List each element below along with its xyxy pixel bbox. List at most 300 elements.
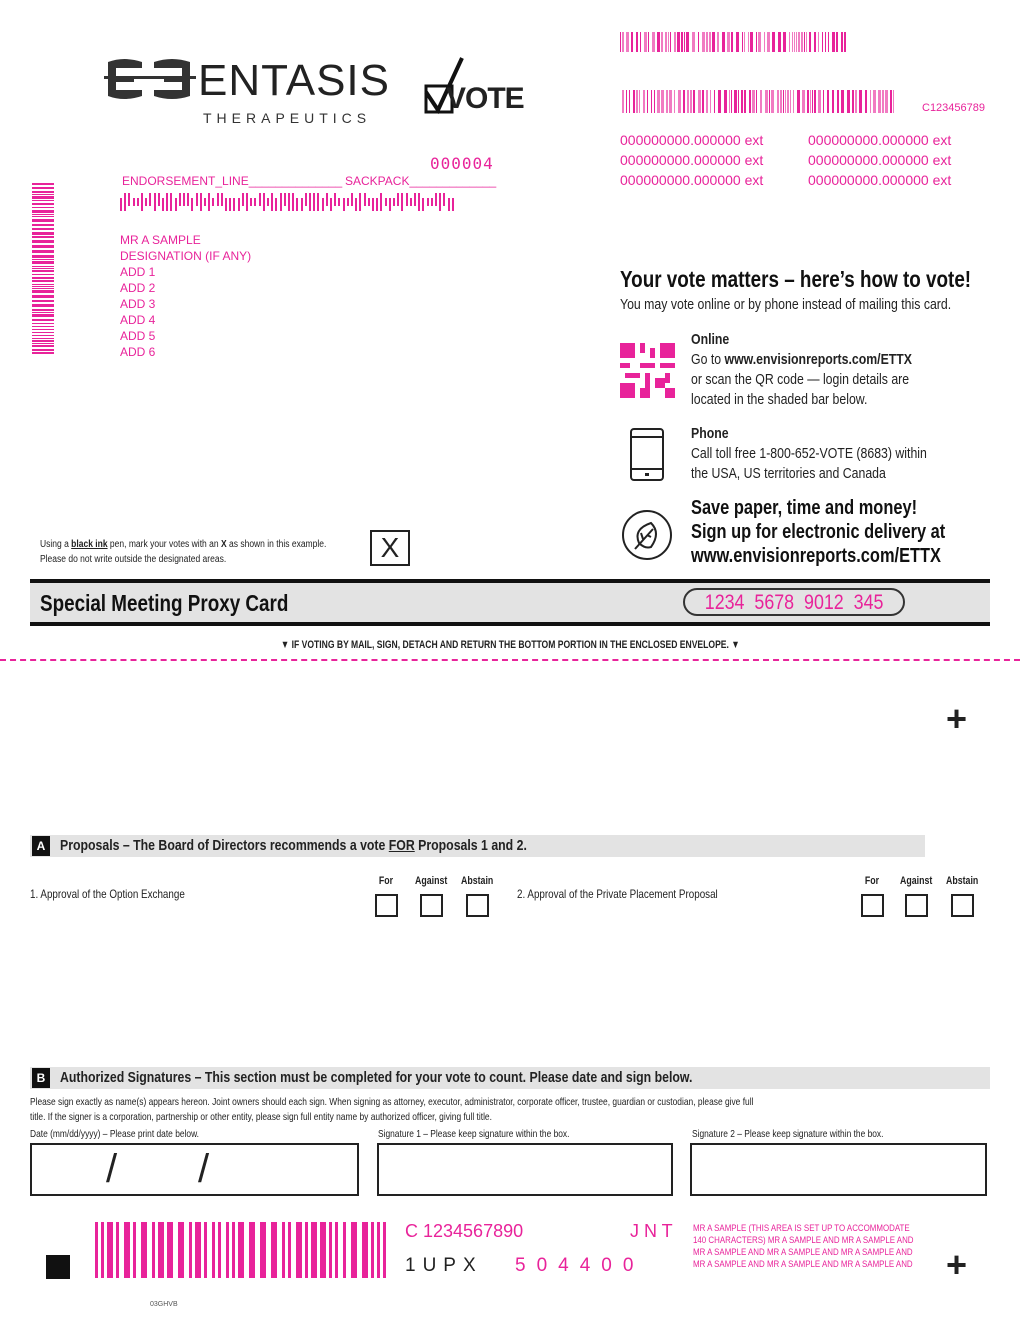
barcode-bar [32, 214, 54, 215]
barcode-bar [644, 32, 647, 52]
barcode-bar [32, 345, 54, 347]
p2-abstain-label: Abstain [946, 875, 979, 887]
section-b-letter: B [32, 1068, 50, 1088]
barcode-bar [765, 90, 768, 113]
barcode-bar [32, 240, 54, 243]
barcode-bar [692, 32, 695, 52]
barcode-bar [841, 90, 844, 113]
barcode-bar [844, 32, 846, 52]
barcode-bar [225, 198, 227, 211]
instr-black-ink: black ink [71, 539, 108, 550]
barcode-bar [178, 1222, 184, 1278]
barcode-bar [827, 90, 829, 113]
barcode-bar [731, 32, 733, 52]
barcode-bar [32, 236, 54, 238]
barcode-bar [32, 259, 54, 260]
barcode-bar [443, 193, 445, 206]
barcode-bar [678, 90, 681, 113]
barcode-bar [631, 32, 633, 52]
barcode-bar [32, 228, 54, 230]
barcode-bar [149, 193, 151, 206]
p2-for-label: For [864, 875, 880, 887]
name-line: MR A SAMPLE AND MR A SAMPLE AND MR A SAMPLE AND [693, 1247, 913, 1257]
barcode-bar [317, 193, 319, 211]
barcode-bar [626, 90, 627, 113]
p1-abstain-checkbox[interactable] [466, 894, 489, 917]
barcode-bar [32, 300, 54, 302]
howto-subtitle: You may vote online or by phone instead of mailing this card. [620, 296, 952, 313]
barcode-bar [742, 32, 743, 52]
barcode-bar [792, 32, 793, 52]
barcode-bar [32, 250, 54, 253]
ext-line: 000000000.000000 ext [808, 152, 952, 168]
barcode-bar [218, 1222, 221, 1278]
howto-title: Your vote matters – here’s how to vote! [620, 266, 972, 292]
barcode-bar [724, 90, 727, 113]
barcode-bar [748, 32, 749, 52]
vote-logo-text: VOTE [446, 82, 524, 115]
barcode-bar [32, 338, 54, 339]
barcode-bar [250, 198, 252, 206]
barcode-bar [758, 32, 761, 52]
barcode-bar [124, 1222, 130, 1278]
barcode-bar [393, 198, 395, 206]
instr-text: Using a [40, 539, 72, 550]
instr-text: pen, mark your votes with an [107, 539, 221, 550]
barcode-bar [629, 90, 630, 113]
date-separator: / [106, 1147, 118, 1191]
endorsement-line: ENDORSEMENT_LINE______________ [122, 174, 343, 188]
p1-for-label: For [378, 875, 394, 887]
barcode-bar [32, 210, 54, 213]
barcode-bar [814, 32, 816, 52]
edelivery-url-link[interactable]: www.envisionreports.com/ETTX [691, 545, 941, 567]
barcode-bar [249, 1222, 255, 1278]
barcode-bar [855, 90, 857, 113]
sequence-number: 000004 [430, 154, 494, 173]
barcode-bar [828, 32, 829, 52]
barcode-bar [101, 1222, 104, 1278]
barcode-bar [305, 193, 307, 206]
control-code: C123456789 [922, 102, 986, 114]
p1-against-label: Against [415, 875, 448, 887]
ext-right [808, 130, 951, 190]
barcode-bar [882, 90, 884, 113]
barcode-bar [778, 32, 781, 52]
barcode-bar [195, 1222, 201, 1278]
barcode-bar [133, 198, 135, 206]
barcode-bar [640, 32, 641, 52]
barcode-bar [709, 32, 711, 52]
online-label: Online [691, 331, 730, 348]
barcode-bar [32, 277, 54, 279]
leaf-icon [621, 509, 673, 561]
barcode-bar [633, 90, 635, 113]
section-a-for: FOR [388, 837, 415, 854]
barcode-bar [825, 32, 826, 52]
footer-code: C 1234567890 [405, 1221, 524, 1241]
address-line: ADD 3 [120, 297, 156, 311]
barcode-bar [823, 90, 824, 113]
barcode-bar [183, 193, 185, 206]
barcode-bar [137, 198, 139, 206]
name-line: MR A SAMPLE AND MR A SAMPLE AND MR A SAMPLE AND [693, 1259, 913, 1269]
address-line: MR A SAMPLE [120, 233, 201, 247]
barcode-bar [217, 193, 219, 206]
date-label: Date (mm/dd/yyyy) – Please print date below. [30, 1128, 200, 1140]
barcode-bar [292, 193, 294, 211]
barcode-bar [764, 32, 765, 52]
ext-line: 000000000.000000 ext [808, 172, 952, 188]
barcode-bar [259, 193, 261, 206]
address-line: ADD 6 [120, 345, 156, 359]
barcode-bar [771, 90, 774, 113]
online-url-link[interactable]: www.envisionreports.com/ETTX [724, 351, 913, 368]
barcode-bar [32, 340, 54, 342]
barcode-bar [191, 198, 193, 211]
section-a-title-text: Proposals 1 and 2. [414, 837, 527, 854]
barcode-bar [714, 90, 715, 113]
name-block [693, 1222, 914, 1270]
barcode-bar [32, 280, 54, 282]
barcode-bar [626, 32, 629, 52]
barcode-bar [32, 329, 54, 330]
barcode-bar [812, 90, 813, 113]
barcode-bar [794, 32, 795, 52]
barcode-bar [383, 1222, 386, 1278]
proposal-1-label: 1. Approval of the Option Exchange [30, 887, 185, 901]
p2-abstain-checkbox[interactable] [951, 894, 974, 917]
barcode-bar [727, 32, 730, 52]
barcode-bar [158, 1222, 164, 1278]
barcode-bar [767, 32, 770, 52]
online-line-1 [691, 350, 912, 370]
barcode-bar [847, 90, 850, 113]
barcode-bar [204, 1222, 207, 1278]
barcode-bar [690, 90, 692, 113]
edelivery-line-2: Sign up for electronic delivery at [691, 521, 946, 543]
barcode-bar [684, 32, 685, 52]
barcode-bar [32, 314, 54, 317]
barcode-bar [232, 1222, 235, 1278]
registration-square [46, 1255, 70, 1279]
barcode-bar [334, 193, 336, 206]
barcode-bar [32, 266, 54, 267]
barcode-bar [179, 193, 181, 206]
barcode-bar [32, 326, 54, 327]
postal-barcode [120, 193, 455, 211]
section-a-title [60, 837, 527, 854]
section-a-letter: A [32, 836, 50, 856]
barcode-bar [410, 198, 412, 206]
barcode-bar [837, 90, 839, 113]
barcode-bar [200, 193, 202, 211]
signature-1-box[interactable] [377, 1143, 673, 1196]
barcode-bar [841, 32, 843, 52]
barcode-bar [686, 32, 689, 52]
barcode-bar [622, 32, 624, 52]
barcode-bar [389, 198, 391, 211]
barcode-bar [736, 32, 739, 52]
barcode-bar [677, 32, 680, 52]
barcode-bar [818, 32, 819, 52]
barcode-bar [809, 32, 811, 52]
barcode-bar [772, 32, 775, 52]
barcode-bar [741, 90, 743, 113]
barcode-bar [175, 198, 177, 211]
address-line: DESIGNATION (IF ANY) [120, 249, 252, 263]
barcode-bar [693, 90, 695, 113]
barcode-bar [706, 32, 708, 52]
barcode-bar [801, 32, 803, 52]
barcode-bar [666, 90, 668, 113]
address-line: ADD 5 [120, 329, 156, 343]
online-line-2: or scan the QR code — login details are [691, 371, 910, 388]
barcode-bar [330, 198, 332, 211]
phone-label: Phone [691, 425, 729, 442]
vote-logo [424, 56, 524, 118]
barcode-bar [359, 193, 361, 211]
name-line: 140 CHARACTERS) MR A SAMPLE AND MR A SAMPLE AND [693, 1235, 914, 1245]
barcode-bar [798, 32, 800, 52]
barcode-bar [636, 90, 638, 113]
barcode-bar [873, 90, 876, 113]
brand-name: ENTASIS [198, 56, 391, 105]
barcode-bar [322, 198, 324, 211]
barcode-bar [731, 90, 732, 113]
barcode-bar [832, 90, 834, 113]
barcode-bar [706, 90, 708, 113]
barcode-bar [32, 191, 54, 193]
barcode-bar [878, 90, 881, 113]
barcode-bar [275, 198, 277, 211]
barcode-bar [221, 193, 223, 206]
barcode-bar [32, 323, 54, 324]
barcode-bar [620, 32, 621, 52]
barcode-bar [128, 193, 130, 206]
p2-against-label: Against [900, 875, 933, 887]
barcode-bar [32, 187, 54, 189]
barcode-bar [738, 90, 739, 113]
barcode-bar [145, 198, 147, 206]
barcode-bar [32, 286, 54, 287]
barcode-bar [793, 90, 794, 113]
barcode-bar [124, 193, 126, 211]
barcode-bar [187, 193, 189, 206]
barcode-bar [32, 261, 54, 264]
p1-against-checkbox[interactable] [420, 894, 443, 917]
barcode-bar [777, 90, 779, 113]
instruction-line-2: Please do not write outside the designated areas. [40, 554, 227, 565]
card-bar-bottom-rule [30, 622, 990, 626]
barcode-bar [734, 90, 737, 113]
barcode-bar [789, 32, 790, 52]
barcode-bar [152, 1222, 155, 1278]
barcode-bar [431, 198, 433, 206]
login-code-pill [683, 588, 905, 616]
barcode-bar [661, 32, 663, 52]
barcode-bar [301, 198, 303, 211]
barcode-bar [32, 203, 54, 205]
barcode-bar [401, 193, 403, 211]
date-separator: / [198, 1147, 210, 1191]
barcode-bar [309, 193, 311, 211]
p2-against-checkbox[interactable] [905, 894, 928, 917]
barcode-bar [242, 193, 244, 206]
barcode-bar [189, 1222, 192, 1278]
barcode-bar [661, 90, 664, 113]
barcode-bar [162, 198, 164, 211]
barcode-bar [263, 193, 265, 211]
barcode-bar [204, 198, 206, 206]
barcode-bar [744, 32, 745, 52]
barcode-bar [769, 90, 770, 113]
barcode-bar [229, 198, 231, 211]
barcode-bar [32, 274, 54, 275]
barcode-bar [749, 90, 751, 113]
ext-line: 000000000.000000 ext [620, 152, 764, 168]
instr-text: as shown in this example. [226, 539, 327, 550]
barcode-bar [368, 198, 370, 206]
barcode-bar [32, 290, 54, 293]
barcode-bar [674, 32, 676, 52]
barcode-bar [32, 216, 54, 217]
barcode-bar [865, 90, 867, 113]
barcode-bar [32, 295, 54, 298]
barcode-bar [380, 193, 382, 211]
barcode-bar [783, 32, 786, 52]
instr-x: X [220, 539, 227, 550]
barcode-bar [351, 193, 353, 206]
barcode-bar [32, 319, 54, 321]
barcode-bar [818, 90, 821, 113]
qr-code-icon [620, 343, 675, 398]
proposal-2-label: 2. Approval of the Private Placement Proposal [517, 887, 718, 901]
barcode-bar [750, 32, 753, 52]
barcode-bar [351, 1222, 357, 1278]
barcode-bar [362, 1222, 368, 1278]
card-title: Special Meeting Proxy Card [40, 590, 289, 616]
form-id: 03GHVB [150, 1301, 178, 1308]
online-line-3: located in the shaded bar below. [691, 391, 868, 408]
p2-for-checkbox[interactable] [861, 894, 884, 917]
barcode-bar [133, 1222, 136, 1278]
barcode-bar [674, 90, 675, 113]
barcode-bar [32, 335, 54, 336]
barcode-bar [32, 200, 54, 201]
barcode-bar [796, 32, 797, 52]
barcode-bar [669, 90, 672, 113]
barcode-bar [116, 1222, 119, 1278]
instruction-line-1 [40, 537, 326, 552]
name-line: MR A SAMPLE (THIS AREA IS SET UP TO ACCOMMODATE [693, 1223, 910, 1233]
section-a-title-text: Proposals – The Board of Directors recommends a vote [60, 837, 389, 854]
barcode-bar [729, 90, 730, 113]
barcode-bar [343, 1222, 346, 1278]
barcode-bar [756, 90, 757, 113]
barcode-bar [260, 1222, 266, 1278]
barcode-bar [212, 1222, 215, 1278]
online-go-to: Go to [691, 351, 725, 368]
barcode-bar [832, 32, 835, 52]
address-line: ADD 1 [120, 265, 156, 279]
barcode-bar [167, 1222, 173, 1278]
barcode-bar [418, 193, 420, 211]
barcode-bar [885, 90, 888, 113]
phone-section [691, 424, 927, 484]
barcode-bar [32, 270, 54, 272]
barcode-bar [371, 1222, 374, 1278]
barcode-bar [288, 1222, 291, 1278]
barcode-bar [783, 90, 784, 113]
barcode-bar [335, 1222, 338, 1278]
footer-barcode [95, 1222, 391, 1278]
barcode-bar [288, 193, 290, 211]
barcode-bar [422, 198, 424, 211]
barcode-bar [790, 90, 791, 113]
signature-1-label: Signature 1 – Please keep signature within the box. [378, 1128, 570, 1140]
barcode-bar [32, 284, 54, 285]
barcode-bar [385, 198, 387, 206]
barcode-bar [208, 193, 210, 211]
barcode-bar [670, 32, 671, 52]
detach-instruction [0, 635, 1020, 653]
barcode-bar [313, 193, 315, 211]
barcode-bar [32, 312, 54, 313]
barcode-bar [636, 32, 638, 52]
barcode-bar [170, 193, 172, 211]
barcode-bar [154, 193, 156, 211]
barcode-bar [343, 198, 345, 211]
edelivery-section [691, 496, 945, 568]
barcode-bar [267, 198, 269, 206]
barcode-bar [643, 90, 645, 113]
barcode-bar [120, 198, 122, 211]
phone-icon [629, 427, 665, 482]
vertical-barcode [32, 183, 54, 355]
signature-2-box[interactable] [690, 1143, 987, 1196]
p1-for-checkbox[interactable] [375, 894, 398, 917]
barcode-bar [804, 32, 805, 52]
date-input-box[interactable] [30, 1143, 359, 1196]
barcode-bar [32, 196, 54, 199]
barcode-bar [439, 193, 441, 211]
ext-line: 000000000.000000 ext [620, 132, 764, 148]
barcode-top-2 [622, 90, 898, 113]
entasis-logo-icon [104, 56, 196, 102]
barcode-bar [280, 193, 282, 211]
section-b-title: Authorized Signatures – This section must be completed for your vote to count. Please date and sign below. [60, 1069, 693, 1086]
barcode-bar [859, 90, 862, 113]
phone-line-2: the USA, US territories and Canada [691, 465, 886, 482]
barcode-bar [785, 90, 786, 113]
sackpack-line: SACKPACK_____________ [345, 174, 497, 188]
footer-number: 504400 [515, 1255, 645, 1276]
ext-line: 000000000.000000 ext [620, 172, 764, 188]
barcode-bar [414, 193, 416, 206]
barcode-bar [744, 90, 746, 113]
barcode-bar [238, 1222, 244, 1278]
barcode-bar [657, 32, 660, 52]
ext-left [620, 130, 763, 190]
barcode-bar [652, 32, 655, 52]
signature-2-label: Signature 2 – Please keep signature within the box. [692, 1128, 884, 1140]
barcode-bar [311, 1222, 317, 1278]
barcode-bar [654, 90, 655, 113]
barcode-bar [427, 198, 429, 206]
barcode-bar [647, 90, 648, 113]
barcode-bar [196, 193, 198, 206]
